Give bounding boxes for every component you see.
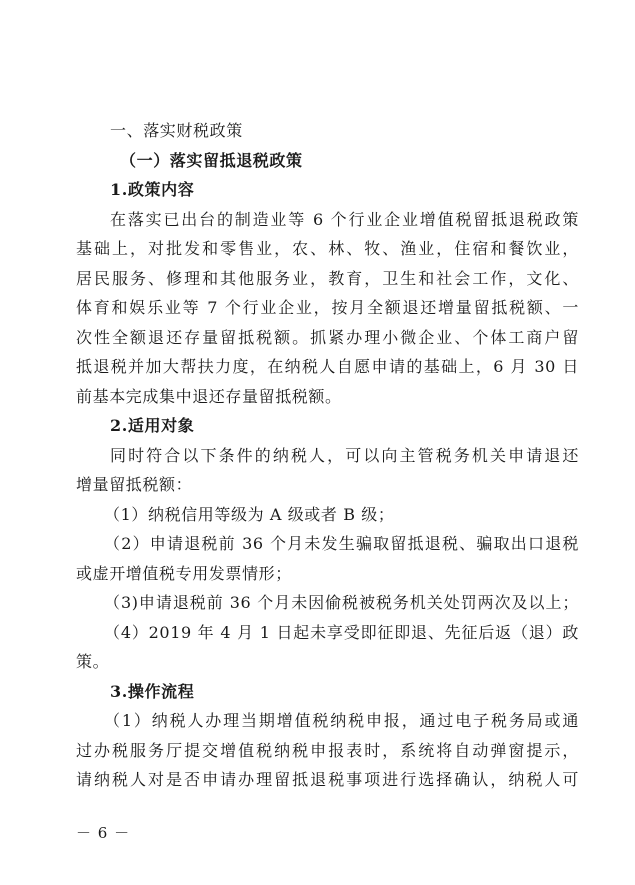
subsection-heading: （一）落实留抵退税政策: [120, 150, 303, 170]
scope-heading: 2.适用对象: [110, 416, 195, 435]
process-heading: 3.操作流程: [110, 681, 195, 701]
process-paragraph: [76, 706, 579, 795]
condition-item-continued: 策。: [76, 652, 110, 671]
policy-paragraph: [76, 205, 579, 412]
condition-item: （4）2019 年 4 月 1 日起未享受即征即退、先征后返（退）政: [104, 622, 579, 642]
paragraph-line: 基础上，对批发和零售业，农、林、牧、渔业，住宿和餐饮业，: [76, 239, 579, 258]
paragraph-line: 在落实已出台的制造业等 6 个行业企业增值税留抵退税政策: [110, 209, 579, 229]
paragraph-line: （1）纳税人办理当期增值税纳税申报，通过电子税务局或通: [104, 711, 579, 730]
paragraph-line: 同时符合以下条件的纳税人，可以向主管税务机关申请退还: [110, 445, 579, 465]
scope-paragraph: [76, 441, 579, 500]
condition-item: （3)申请退税前 36 个月未因偷税被税务机关处罚两次及以上；: [104, 593, 579, 612]
paragraph-line: 请纳税人对是否申请办理留抵退税事项进行选择确认，纳税人可: [76, 770, 579, 789]
paragraph-line: 增量留抵税额：: [76, 475, 193, 494]
condition-item-continued: 或虚开增值税专用发票情形；: [76, 563, 292, 583]
paragraph-line: 体育和娱乐业等 7 个行业企业，按月全额退还增量留抵税额、一: [76, 298, 579, 317]
page-number: － 6 －: [76, 824, 131, 842]
section-heading: 一、落实财税政策: [110, 121, 243, 140]
condition-item: （1）纳税信用等级为 A 级或者 B 级；: [104, 504, 395, 524]
paragraph-line: 次性全额退还存量留抵税额。抓紧办理小微企业、个体工商户留: [76, 327, 579, 347]
paragraph-line: 过办税服务厅提交增值税纳税申报表时，系统将自动弹窗提示，: [76, 740, 579, 760]
condition-item: （2）申请退税前 36 个月未发生骗取留抵退税、骗取出口退税: [104, 534, 579, 553]
condition-list: [76, 500, 579, 677]
paragraph-line: 抵退税并加大帮扶力度，在纳税人自愿申请的基础上，6 月 30 日: [76, 357, 579, 376]
paragraph-line: 前基本完成集中退还存量留抵税额。: [76, 386, 342, 406]
policy-heading: 1.政策内容: [110, 180, 195, 199]
paragraph-line: 居民服务、修理和其他服务业，教育，卫生和社会工作，文化、: [76, 268, 579, 288]
